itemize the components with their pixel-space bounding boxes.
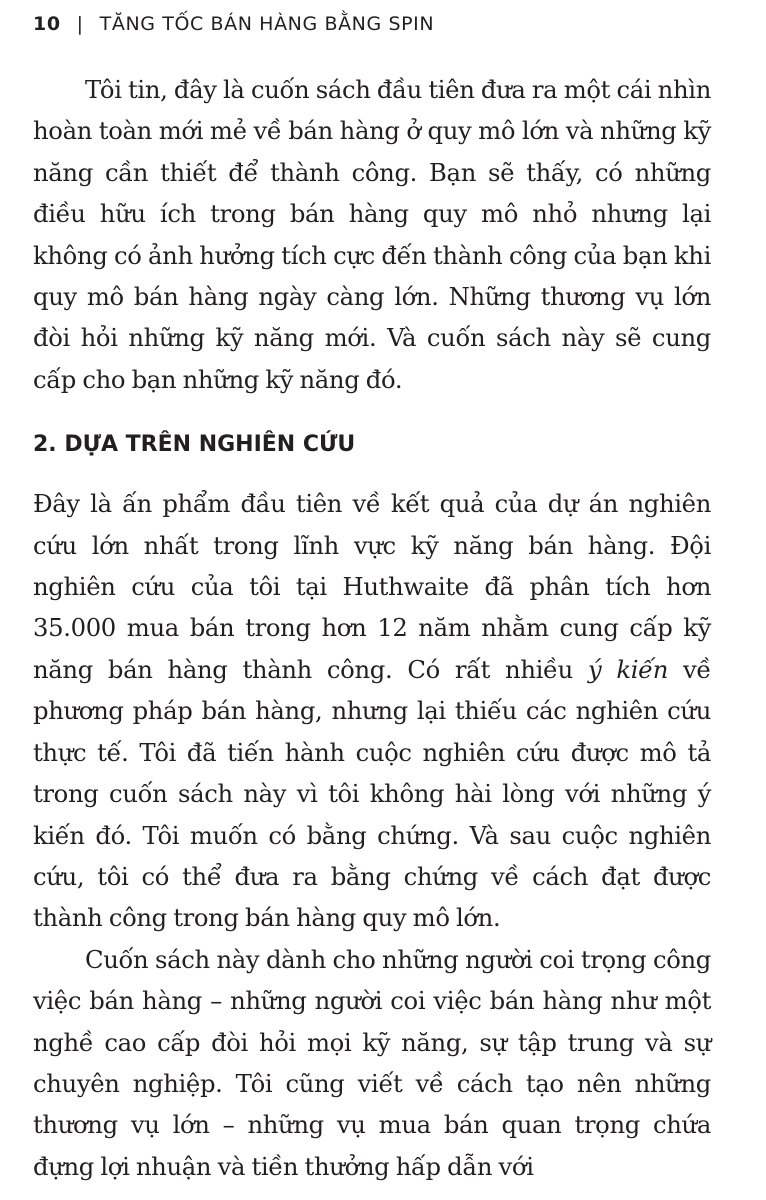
paragraph-1: Tôi tin, đây là cuốn sách đầu tiên đưa ra một cái nhìn hoàn toàn mới mẻ về bán hàng ở quy mô lớn và những kỹ năng cần thiết để thành công. Bạn sẽ thấy, có những điều hữu ích trong bán hàng quy mô nhỏ nhưng lại không có ảnh hưởng tích cực đến thành công của bạn khi quy mô bán hàng ngày càng lớn. Những thương vụ lớn đòi hỏi những kỹ năng mới. Và cuốn sách này sẽ cung cấp cho bạn những kỹ năng đó. — [33, 75, 711, 394]
paragraph-2-part-b: về phương pháp bán hàng, nhưng lại thiếu các nghiên cứu thực tế. Tôi đã tiến hành cuộc nghiên cứu được mô tả trong cuốn sách này vì tôi không hài lòng với những ý kiến đó. Tôi muốn có bằng chứng. Và sau cuộc nghiên cứu, tôi có thể đưa ra bằng chứng về cách đạt được thành công trong bán hàng quy mô lớn. — [33, 654, 711, 933]
paragraph-2 — [33, 483, 711, 938]
paragraph-3: Cuốn sách này dành cho những người coi trọng công việc bán hàng – những người coi việc bán hàng như một nghề cao cấp đòi hỏi mọi kỹ năng, sự tập trung và sự chuyên nghiệp. Tôi cũng viết về cách tạo nên những thương vụ lớn – những vụ mua bán quan trọng chứa đựng lợi nhuận và tiền thưởng hấp dẫn với — [33, 944, 711, 1181]
section-heading: 2. DỰA TRÊN NGHIÊN CỨU — [33, 432, 356, 458]
page-number: 10 — [33, 13, 61, 35]
paragraph-2-part-a: Đây là ấn phẩm đầu tiên về kết quả của dự án nghiên cứu lớn nhất trong lĩnh vực kỹ năng bán hàng. Đội nghiên cứu của tôi tại Huthwaite đã phân tích hơn 35.000 mua bán trong hơn 12 năm nhằm cung cấp kỹ năng bán hàng thành công. Có rất nhiều — [33, 489, 711, 684]
header-separator: | — [76, 13, 84, 35]
page-body — [33, 69, 711, 1187]
paragraph-2-emphasis: ý kiến — [587, 654, 669, 684]
running-header — [33, 10, 434, 38]
running-title: TĂNG TỐC BÁN HÀNG BẰNG SPIN — [99, 13, 435, 35]
